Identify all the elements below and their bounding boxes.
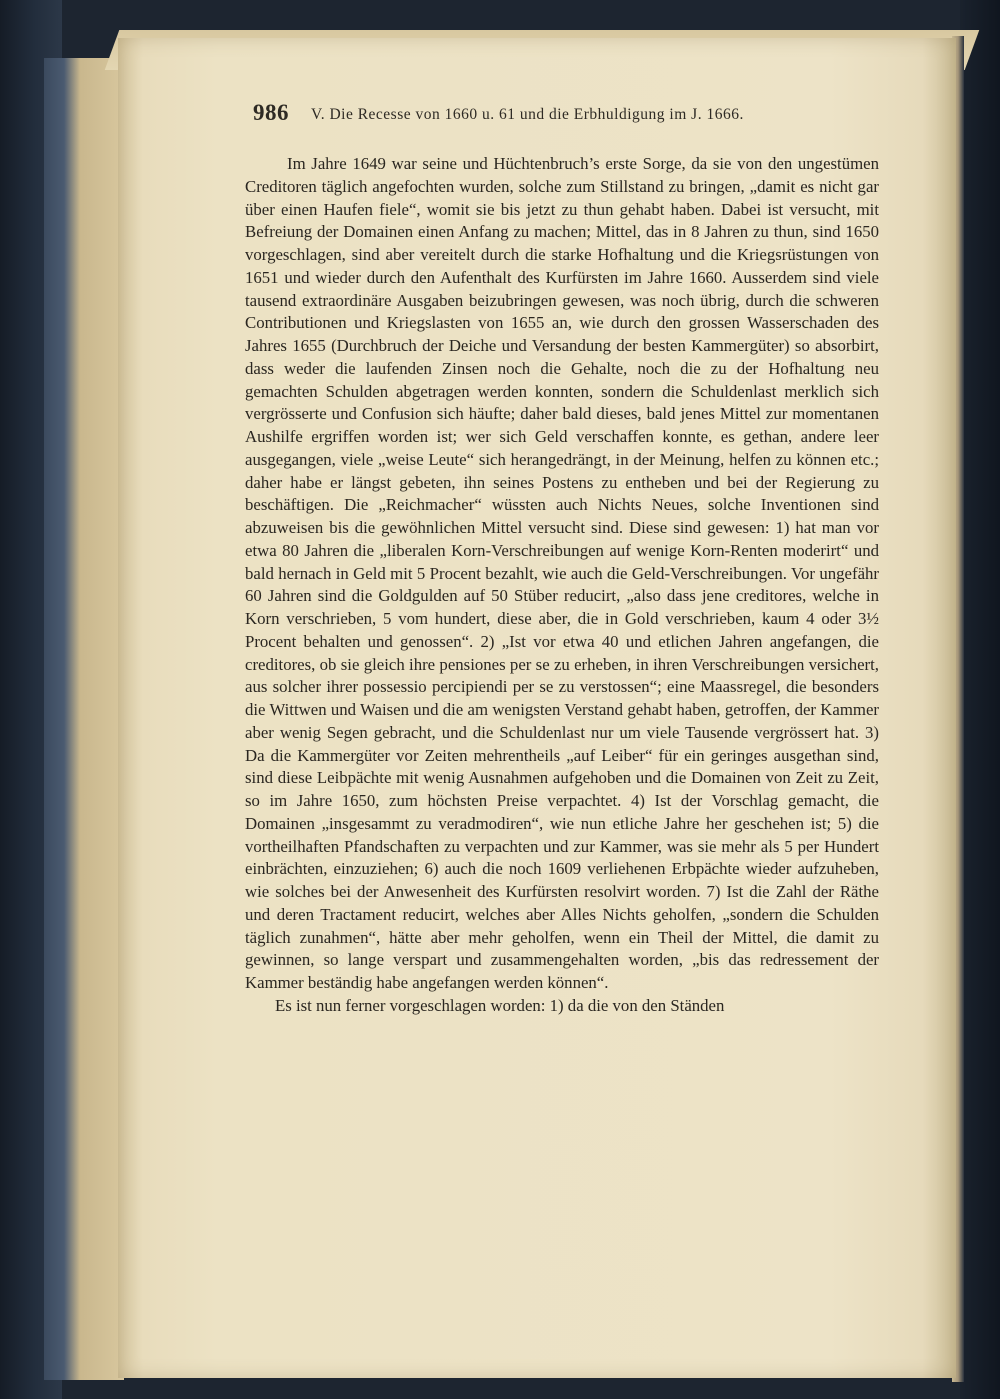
running-head: V. Die Recesse von 1660 u. 61 und die Erbhuldigung im J. 1666. <box>311 106 744 123</box>
paragraph: Im Jahre 1649 war seine und Hüchtenbruch’s erste Sorge, da sie von den ungestümen Creditoren täglich angefochten wurden, solche zum Stillstand zu bringen, „damit es nicht gar über einen Haufen fiele“, womit sie bis jetzt zu thun gehabt haben. Dabei ist versucht, mit Befreiung der Domainen einen Anfang zu machen; Mittel, das in 8 Jahren zu thun, sind 1650 vorgeschlagen, sind aber vereitelt durch die starke Hofhaltung und die Kriegsrüstungen von 1651 und wieder durch den Aufenthalt des Kurfürsten im Jahre 1660. Ausserdem sind viele tausend extraordinäre Ausgaben beizubringen gewesen, was noch übrig, durch die schweren Contributionen und Kriegslasten von 1655 an, wie durch den grossen Wasserschaden des Jahres 1655 (Durchbruch der Deiche und Versandung der besten Kammergüter) so absorbirt, dass weder die laufenden Zinsen noch die Gehalte, noch die zu der Hofhaltung neu gemachten Schulden abgetragen werden konnten, sondern die Schuldenlast merklich sich vergrösserte und Confusion sich häufte; daher bald dieses, bald jenes Mittel zur momentanen Aushilfe ergriffen worden ist; wer sich Geld verschaffen konnte, es gethan, andere leer ausgegangen, viele „weise Leute“ sich herangedrängt, in der Meinung, helfen zu können etc.; daher habe er längst gebeten, ihn seines Postens zu entheben und bei der Regierung zu beschäftigen. Die „Reichmacher“ wüssten auch Nichts Neues, solche Inventionen sind abzuweisen bis die gewöhnlichen Mittel versucht sind. Diese sind gewesen: 1) hat man vor etwa 80 Jahren die „liberalen Korn-Verschreibungen auf wenige Korn-Renten moderirt“ und bald hernach in Geld mit 5 Procent bezahlt, wie auch die Geld-Verschreibungen. Vor ungefähr 60 Jahren sind die Goldgulden auf 50 Stüber reducirt, „also dass jene creditores, welche in Korn verschrieben, 5 vom hundert, diese aber, die in Gold verschrieben, kaum 4 oder 3½ Procent behalten und genossen“. 2) „Ist vor etwa 40 und etlichen Jahren angefangen, die creditores, ob sie gleich ihre pensiones per se zu erheben, in ihren Verschreibungen versichert, aus solcher ihrer possessio percipiendi per se zu verstossen“; eine Maassregel, die besonders die Wittwen und Waisen und die am wenigsten Verstand gehabt haben, getroffen, der Kammer aber wenig Segen gebracht, und die Schuldenlast nur um viele Tausende vergrössert hat. 3) Da die Kammergüter vor Zeiten mehrentheils „auf Leiber“ für ein geringes ausgethan sind, sind diese Leibpächte mit wenig Ausnahmen aufgehoben und die Domainen von Zeit zu Zeit, so im Jahre 1650, zum höchsten Preise verpachtet. 4) Ist der Vorschlag gemacht, die Domainen „insgesammt zu veradmodiren“, wie nun etliche Jahre her geschehen ist; 5) die vortheilhaften Pfandschaften zu verpachten und zur Kammer, was sie mehr als 5 per Hundert einbrächten, einzuziehen; 6) auch die noch 1609 verliehenen Erbpächte wieder aufzuheben, wie solches bei der Anwesenheit des Kurfürsten resolvirt worden. 7) Ist die Zahl der Räthe und deren Tractament reducirt, welches aber Alles Nichts geholfen, „sondern die Schulden täglich zunahmen“, hätte aber mehr geholfen, wenn ein Theil der Mittel, die damit zu gewinnen, so lange verspart und zusammengehalten worden, „bis das redressement der Kammer beständig habe angefangen werden können“. <box>245 154 879 992</box>
paragraph: Es ist nun ferner vorgeschlagen worden: 1) da die von den Ständen <box>275 995 725 1015</box>
page-stack-edge <box>44 58 124 1380</box>
book-cover-right <box>960 0 1000 1399</box>
body-text <box>245 153 879 1018</box>
page-header <box>253 100 893 136</box>
page-number: 986 <box>253 100 289 125</box>
